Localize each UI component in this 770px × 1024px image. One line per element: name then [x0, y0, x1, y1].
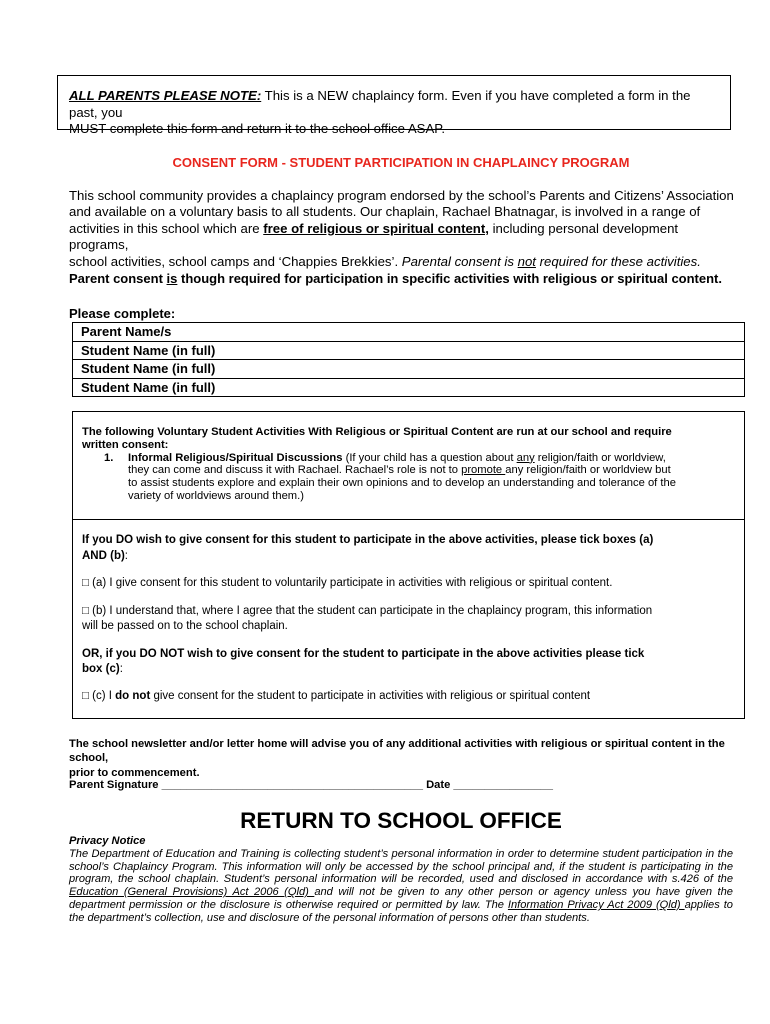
activity-text1b: religion/faith or worldview, — [534, 451, 666, 464]
intro-line3c: including personal development programs, — [69, 220, 679, 253]
option-c-a: (c) I — [88, 689, 116, 702]
intro-line4d: required for these activities. — [535, 253, 701, 269]
privacy-title: Privacy Notice — [69, 835, 146, 847]
activities-heading-line1: The following Voluntary Student Activities With Religious or Spiritual Content are run at our school and require — [82, 426, 672, 438]
form-title: CONSENT FORM - STUDENT PARTICIPATION IN CHAPLAINCY PROGRAM — [172, 155, 630, 170]
intro-line3a: activities in this school which are — [69, 220, 264, 236]
student-name-field-3[interactable]: Student Name (in full) — [81, 379, 216, 395]
intro-paragraph — [69, 188, 739, 270]
do-heading-c: : — [124, 549, 128, 562]
intro-line2: and available on a voluntary basis to all students. Our chaplain, Rachael Bhatnagar, is involved in a range of — [69, 204, 701, 220]
consent-options-section — [73, 520, 744, 704]
signature-label: Parent Signature — [69, 779, 159, 791]
notice-box — [57, 75, 731, 136]
checkbox-b[interactable]: □ — [82, 604, 89, 617]
consent-required-is: is — [166, 271, 178, 286]
consent-required-line — [69, 271, 722, 286]
not-heading-a: OR, if you DO NOT wish to give consent for the student to participate in the above activities please tick — [82, 647, 645, 660]
activity-text4: variety of worldviews around them.) — [128, 489, 304, 502]
consent-required-a: Parent consent — [69, 271, 167, 286]
notice-label: ALL PARENTS PLEASE NOTE: — [69, 88, 262, 103]
activity-any: any — [516, 451, 535, 464]
intro-line4a: school activities, school camps and ‘Chappies Brekkies’. — [69, 253, 402, 269]
notice-text-line2: MUST complete this form and return it to the school office ASAP. — [69, 121, 446, 136]
option-c-do-not: do not — [115, 689, 151, 702]
return-heading: RETURN TO SCHOOL OFFICE — [240, 808, 562, 833]
activity-item — [82, 452, 732, 503]
activity-text3: to assist students explore and explain their own opinions and to develop an understanding and tolerance of the — [128, 477, 676, 490]
option-c — [82, 689, 732, 705]
option-a-text: (a) I give consent for this student to voluntarily participate in activities with religious or spiritual content. — [88, 577, 613, 589]
privacy-notice — [69, 835, 733, 925]
student-name-field-2[interactable]: Student Name (in full) — [73, 360, 744, 379]
intro-free-of-religious: free of religious or spiritual content, — [263, 220, 489, 236]
signature-field[interactable]: __________________________________________ — [158, 779, 427, 791]
checkbox-c[interactable]: □ — [82, 689, 89, 702]
do-heading-b: AND (b) — [82, 549, 125, 562]
not-consent-heading — [82, 647, 732, 678]
privacy-p2: and will not be given to any other person or agency unless you have given the department permission or the disclosure is otherwise required or permitted by law. The — [69, 886, 733, 911]
intro-not: not — [517, 253, 536, 269]
activity-number: 1. — [104, 451, 114, 464]
activities-consent-box — [72, 411, 745, 719]
privacy-act2-link: Information Privacy Act 2009 (Qld) — [507, 898, 685, 911]
not-heading-b: box (c) — [82, 663, 120, 675]
privacy-text — [69, 848, 733, 925]
privacy-p1: The Department of Education and Training is collecting student’s personal information in order to determine student participation in the school’s Chaplaincy Program. This information will only be accessed by the school principal and, if the student is participating in the program, the school chaplain. Student’s personal information will be recorded, used and disclosed in accordance with s.426 of the — [69, 847, 733, 886]
privacy-act1-link: Education (General Provisions) Act 2006 (Qld) — [69, 886, 315, 899]
activities-heading-line2: written consent: — [82, 438, 169, 451]
do-consent-heading — [82, 533, 732, 564]
option-b-line2: will be passed on to the school chaplain. — [82, 620, 288, 632]
activity-text1: (If your child has a question about — [342, 451, 517, 464]
option-c-c: give consent for the student to participate in activities with religious or spiritual content — [150, 689, 591, 702]
privacy-p3: applies to the department’s collection, use and disclosure of the personal information of persons other than students. — [69, 898, 733, 924]
activities-heading — [82, 426, 732, 452]
option-b — [82, 604, 732, 635]
newsletter-line1: The school newsletter and/or letter home will advise you of any additional activities with religious or spiritual content in the school, — [69, 738, 725, 765]
checkbox-a[interactable]: □ — [82, 577, 89, 589]
activity-title: Informal Religious/Spiritual Discussions — [128, 451, 343, 464]
newsletter-note — [69, 737, 749, 780]
option-b-line1: (b) I understand that, where I agree that the student can participate in the chaplaincy program, this information — [88, 604, 653, 617]
name-fields-table — [72, 322, 745, 397]
activity-text2a: they can come and discuss it with Rachael. Rachael’s role is not to — [128, 464, 462, 477]
parent-name-field[interactable]: Parent Name/s — [73, 323, 744, 342]
activity-text2b: any religion/faith or worldview but — [505, 464, 671, 477]
activity-promote: promote — [461, 464, 506, 477]
option-a — [82, 576, 732, 592]
newsletter-line2: prior to commencement. — [69, 766, 200, 779]
please-complete-label: Please complete: — [69, 306, 176, 321]
intro-line1: This school community provides a chaplaincy program endorsed by the school’s Parents and Citizens’ Association — [69, 188, 734, 203]
intro-line4b: Parental consent is — [401, 253, 518, 269]
date-field[interactable]: ________________ — [450, 779, 553, 791]
date-label: Date — [426, 779, 451, 791]
student-name-field-1[interactable]: Student Name (in full) — [73, 342, 744, 361]
activities-section — [73, 412, 744, 520]
do-heading-a: If you DO wish to give consent for this student to participate in the above activities, please tick boxes (a) — [82, 534, 654, 546]
not-heading-c: : — [119, 663, 123, 675]
consent-required-c: though required for participation in specific activities with religious or spiritual content. — [177, 271, 722, 286]
signature-line — [69, 779, 749, 791]
notice-text-line1: This is a NEW chaplaincy form. Even if you have completed a form in the past, you — [69, 88, 691, 120]
